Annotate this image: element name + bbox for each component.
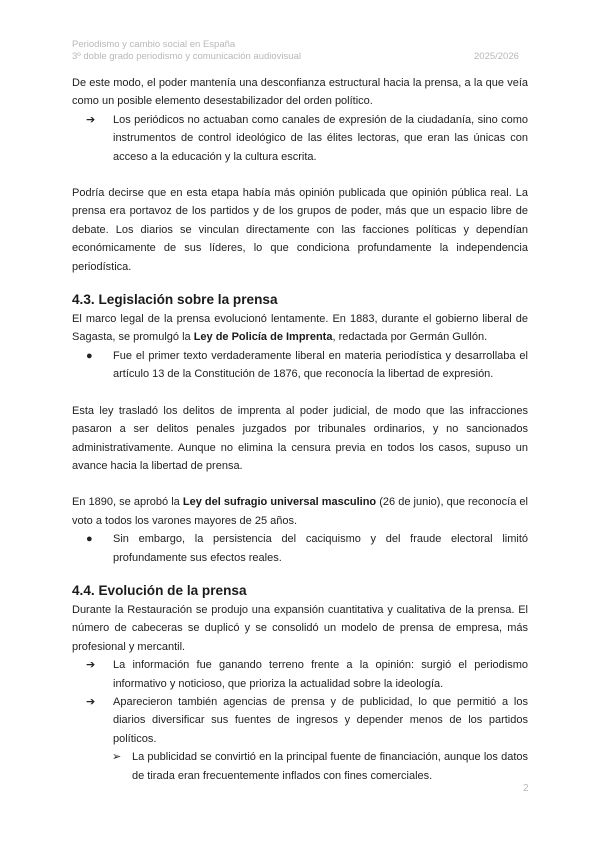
- arrow-bullet-icon: ➔: [86, 659, 96, 672]
- list-item-text: La publicidad se convirtió en la principal fuente de financiación, aunque los datos de tirada eran frecuentemente inflados con fines comerciales.: [132, 751, 528, 782]
- list-item-text: La información fue ganando terreno frente a la opinión: surgió el periodismo informativo y noticioso, que prioriza la actualidad sobre la ideología.: [113, 659, 528, 690]
- paragraph: De este modo, el poder mantenía una desconfianza estructural hacia la prensa, a la que veía como un posible elemento desestabilizador del orden político.: [72, 77, 528, 108]
- document-body: [72, 74, 528, 785]
- list-item: [72, 693, 528, 748]
- header-academic-year: 2025/2026: [474, 51, 519, 62]
- paragraph: Podría decirse que en esta etapa había más opinión publicada que opinión pública real. La prensa era portavoz de los partidos y de los grupos de poder, más que un espacio libre de debate. Los diarios se vinculan directamente con las facciones políticas y dependían económicamente de sus líderes, lo que condiciona profundamente la independencia periodística.: [72, 187, 528, 273]
- list-item-text: Aparecieron también agencias de prensa y de publicidad, lo que permitió a los diarios diversificar sus fuentes de ingresos y depender menos de los partidos políticos.: [113, 695, 528, 745]
- list-item: [72, 347, 528, 384]
- header-degree: 3º doble grado periodismo y comunicación audiovisual: [72, 51, 301, 62]
- dot-bullet-icon: ●: [86, 533, 93, 546]
- paragraph: Durante la Restauración se produjo una expansión cuantitativa y cualitativa de la prensa. El número de cabeceras se duplicó y se consolidó un modelo de prensa de empresa, más profesional y mercantil.: [72, 603, 528, 653]
- nested-list-item: [72, 748, 528, 785]
- header-course-title: Periodismo y cambio social en España: [72, 39, 236, 50]
- list-item: [72, 656, 528, 693]
- list-item: [72, 530, 528, 567]
- paragraph: El marco legal de la prensa evolucionó lentamente. En 1883, durante el gobierno liberal de Sagasta, se promulgó la Ley de Policía de Imprenta, redactada por Germán Gullón.: [72, 313, 528, 344]
- list-item-text: Fue el primer texto verdaderamente liberal en materia periodística y desarrollaba el artículo 13 de la Constitución de 1876, que reconocía la libertad de expresión.: [113, 349, 528, 381]
- list-item-text: Los periódicos no actuaban como canales de expresión de la ciudadanía, sino como instrumentos de control ideológico de las élites lectoras, que eran las únicas con acceso a la educación y la cultura escrita.: [113, 113, 528, 163]
- section-heading-4-3: 4.3. Legislación sobre la prensa: [72, 292, 278, 308]
- arrow-bullet-icon: ➔: [86, 113, 96, 126]
- paragraph: En 1890, se aprobó la Ley del sufragio universal masculino (26 de junio), que reconocía el voto a todos los varones mayores de 25 años.: [72, 496, 528, 527]
- paragraph: Esta ley trasladó los delitos de imprenta al poder judicial, de modo que las infracciones pasaron a ser delitos penales juzgados por tribunales ordinarios, y no sancionados administrativamente. Aunque no elimina la censura previa en todos los casos, supuso un avance hacia la libertad de prensa.: [72, 404, 528, 472]
- dot-bullet-icon: ●: [86, 349, 93, 362]
- page-number: 2: [523, 783, 529, 794]
- chevron-bullet-icon: ➢: [112, 751, 122, 764]
- list-item: [72, 111, 528, 166]
- arrow-bullet-icon: ➔: [86, 695, 96, 708]
- list-item-text: Sin embargo, la persistencia del caciquismo y del fraude electoral limitó profundamente sus efectos reales.: [113, 533, 528, 564]
- section-heading-4-4: 4.4. Evolución de la prensa: [72, 582, 247, 598]
